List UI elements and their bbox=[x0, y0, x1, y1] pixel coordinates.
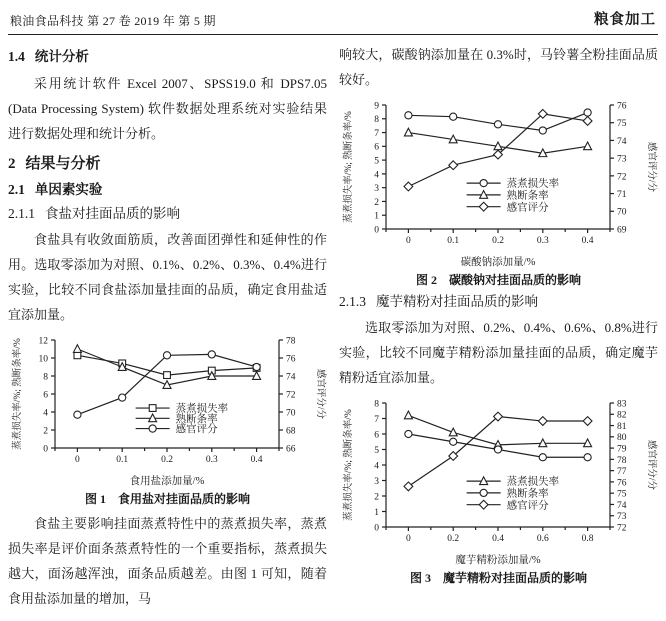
svg-text:0: 0 bbox=[405, 236, 411, 246]
figure-1 bbox=[8, 330, 327, 507]
svg-text:0.3: 0.3 bbox=[536, 236, 549, 246]
svg-text:75: 75 bbox=[616, 119, 626, 130]
svg-text:72: 72 bbox=[616, 172, 626, 183]
svg-text:3: 3 bbox=[373, 476, 379, 487]
left-column bbox=[8, 42, 327, 611]
svg-text:碳酸钠添加量/%: 碳酸钠添加量/% bbox=[460, 257, 535, 268]
figure3-line-chart bbox=[340, 393, 658, 569]
heading-1-4 bbox=[8, 47, 327, 67]
svg-text:73: 73 bbox=[616, 512, 626, 523]
svg-text:80: 80 bbox=[616, 433, 626, 444]
svg-text:0.6: 0.6 bbox=[536, 534, 549, 544]
svg-text:79: 79 bbox=[616, 444, 626, 455]
svg-text:魔芋精粉添加量/%: 魔芋精粉添加量/% bbox=[454, 555, 541, 566]
svg-text:感官评分: 感官评分 bbox=[506, 500, 549, 512]
svg-text:蒸煮损失率: 蒸煮损失率 bbox=[506, 476, 559, 488]
paragraph-soda-continuation: 响较大，碳酸钠添加量在 0.3%时，马铃薯全粉挂面品质较好。 bbox=[339, 47, 658, 87]
svg-text:68: 68 bbox=[285, 426, 295, 437]
svg-text:0: 0 bbox=[42, 444, 48, 455]
svg-text:77: 77 bbox=[616, 467, 626, 478]
svg-text:1: 1 bbox=[373, 507, 379, 518]
svg-text:熟断条率: 熟断条率 bbox=[506, 190, 549, 202]
svg-text:72: 72 bbox=[616, 523, 626, 534]
svg-text:0.1: 0.1 bbox=[115, 455, 128, 465]
svg-text:0.2: 0.2 bbox=[446, 534, 459, 544]
figure1-line-chart bbox=[9, 330, 327, 490]
svg-text:0.4: 0.4 bbox=[250, 455, 263, 465]
svg-text:0.3: 0.3 bbox=[205, 455, 218, 465]
svg-text:蒸煮损失率: 蒸煮损失率 bbox=[506, 178, 559, 190]
svg-text:12: 12 bbox=[38, 336, 48, 347]
paragraph-salt-intro: 食盐具有收敛面筋质，改善面团弹性和延伸性的作用。选取零添加为对照、0.1%、0.2%、0.3%、0.4%进行实验，比较不同食盐添加量挂面的品质，确定食用盐适宜添加量。 bbox=[8, 232, 327, 322]
heading-number: 2.1 bbox=[8, 182, 25, 197]
svg-text:10: 10 bbox=[38, 354, 48, 365]
svg-text:蒸煮损失率/%; 熟断条率/%: 蒸煮损失率/%; 熟断条率/% bbox=[343, 111, 354, 223]
svg-text:0: 0 bbox=[405, 534, 411, 544]
figure2-caption: 图 2 碳酸钠对挂面品质的影响 bbox=[415, 273, 581, 287]
figure-2 bbox=[339, 95, 658, 288]
svg-text:感官评分/分: 感官评分/分 bbox=[645, 141, 656, 193]
svg-text:3: 3 bbox=[373, 184, 379, 195]
heading-text: 统计分析 bbox=[34, 49, 89, 64]
svg-text:71: 71 bbox=[616, 189, 626, 200]
svg-text:78: 78 bbox=[616, 455, 626, 466]
svg-text:83: 83 bbox=[616, 399, 626, 410]
svg-text:感官评分: 感官评分 bbox=[506, 202, 549, 214]
svg-text:0.4: 0.4 bbox=[581, 236, 594, 246]
right-column bbox=[339, 42, 658, 611]
svg-text:1: 1 bbox=[373, 211, 379, 222]
svg-text:0.2: 0.2 bbox=[491, 236, 504, 246]
svg-text:蒸煮损失率/%; 熟断条率/%: 蒸煮损失率/%; 熟断条率/% bbox=[343, 409, 354, 521]
svg-text:0: 0 bbox=[74, 455, 80, 465]
svg-text:蒸煮损失率: 蒸煮损失率 bbox=[175, 403, 228, 415]
svg-text:食用盐添加量/%: 食用盐添加量/% bbox=[129, 476, 204, 487]
figure2-line-chart bbox=[340, 95, 658, 271]
paragraph-salt-discussion: 食盐主要影响挂面蒸煮特性中的蒸煮损失率，蒸煮损失率是评价面条蒸煮特性的一个重要指标，蒸煮损失越大，面汤越浑浊，面条品质越差。由图 1 可知，随着食用盐添加量的增加，马 bbox=[8, 516, 327, 606]
svg-text:76: 76 bbox=[616, 101, 626, 112]
figure3-caption: 图 3 魔芋精粉对挂面品质的影响 bbox=[409, 571, 587, 585]
svg-text:8: 8 bbox=[373, 115, 379, 126]
svg-text:0.2: 0.2 bbox=[160, 455, 173, 465]
heading-2 bbox=[8, 153, 327, 175]
svg-text:4: 4 bbox=[42, 408, 48, 419]
svg-text:蒸煮损失率/%; 熟断条率/%: 蒸煮损失率/%; 熟断条率/% bbox=[12, 338, 23, 450]
svg-text:0.1: 0.1 bbox=[446, 236, 459, 246]
svg-text:2: 2 bbox=[373, 197, 379, 208]
svg-text:2: 2 bbox=[373, 492, 379, 503]
svg-text:81: 81 bbox=[616, 421, 626, 432]
svg-text:感官评分/分: 感官评分/分 bbox=[314, 368, 325, 420]
paragraph-statistics: 采用统计软件 Excel 2007、SPSS19.0 和 DPS7.05 (Data Processing System) 软件数据处理系统对实验结果进行数据处理和统计分析。 bbox=[8, 76, 327, 141]
svg-text:熟断条率: 熟断条率 bbox=[175, 413, 218, 425]
heading-number: 2.1.3 bbox=[339, 294, 366, 309]
svg-text:感官评分: 感官评分 bbox=[175, 424, 218, 436]
heading-text: 结果与分析 bbox=[25, 156, 101, 172]
heading-number: 2.1.1 bbox=[8, 206, 35, 221]
svg-text:6: 6 bbox=[42, 390, 48, 401]
svg-text:74: 74 bbox=[616, 500, 626, 511]
svg-text:熟断条率: 熟断条率 bbox=[506, 488, 549, 500]
heading-text: 食盐对挂面品质的影响 bbox=[45, 206, 180, 221]
heading-text: 魔芋精粉对挂面品质的影响 bbox=[376, 294, 538, 309]
svg-text:74: 74 bbox=[616, 136, 626, 147]
svg-text:82: 82 bbox=[616, 410, 626, 421]
svg-text:69: 69 bbox=[616, 225, 626, 236]
svg-text:0: 0 bbox=[373, 225, 379, 236]
svg-text:6: 6 bbox=[373, 142, 379, 153]
svg-text:73: 73 bbox=[616, 154, 626, 165]
svg-text:76: 76 bbox=[285, 354, 295, 365]
paragraph-konjac-intro: 选取零添加为对照、0.2%、0.4%、0.6%、0.8%进行实验，比较不同魔芋精粉添加量挂面的品质，确定魔芋精粉适宜添加量。 bbox=[339, 320, 658, 385]
svg-text:5: 5 bbox=[373, 156, 379, 167]
heading-number: 1.4 bbox=[8, 49, 25, 64]
svg-text:感官评分/分: 感官评分/分 bbox=[645, 439, 656, 491]
svg-text:72: 72 bbox=[285, 390, 295, 401]
svg-text:74: 74 bbox=[285, 372, 295, 383]
svg-text:7: 7 bbox=[373, 414, 379, 425]
svg-text:70: 70 bbox=[616, 207, 626, 218]
heading-text: 单因素实验 bbox=[34, 182, 103, 197]
svg-text:8: 8 bbox=[373, 399, 379, 410]
journal-info: 粮油食品科技 第 27 卷 2019 年 第 5 期 bbox=[10, 14, 216, 28]
section-label: 粮食加工 bbox=[594, 12, 656, 28]
svg-text:0: 0 bbox=[373, 523, 379, 534]
figure-3 bbox=[339, 393, 658, 586]
svg-text:70: 70 bbox=[285, 408, 295, 419]
svg-text:0.8: 0.8 bbox=[581, 534, 594, 544]
svg-text:4: 4 bbox=[373, 170, 379, 181]
heading-2-1-1 bbox=[8, 204, 327, 224]
svg-text:78: 78 bbox=[285, 336, 295, 347]
svg-text:66: 66 bbox=[285, 444, 295, 455]
svg-text:8: 8 bbox=[42, 372, 48, 383]
svg-text:9: 9 bbox=[373, 101, 379, 112]
svg-text:76: 76 bbox=[616, 478, 626, 489]
heading-number: 2 bbox=[8, 156, 16, 172]
svg-text:0.4: 0.4 bbox=[491, 534, 504, 544]
two-column-layout bbox=[8, 42, 658, 611]
svg-text:4: 4 bbox=[373, 461, 379, 472]
svg-text:2: 2 bbox=[42, 426, 48, 437]
svg-text:5: 5 bbox=[373, 445, 379, 456]
svg-text:6: 6 bbox=[373, 430, 379, 441]
figure1-caption: 图 1 食用盐对挂面品质的影响 bbox=[84, 492, 250, 506]
page-header bbox=[8, 6, 658, 35]
heading-2-1-3 bbox=[339, 292, 658, 312]
heading-2-1 bbox=[8, 180, 327, 200]
svg-text:75: 75 bbox=[616, 489, 626, 500]
svg-text:7: 7 bbox=[373, 128, 379, 139]
